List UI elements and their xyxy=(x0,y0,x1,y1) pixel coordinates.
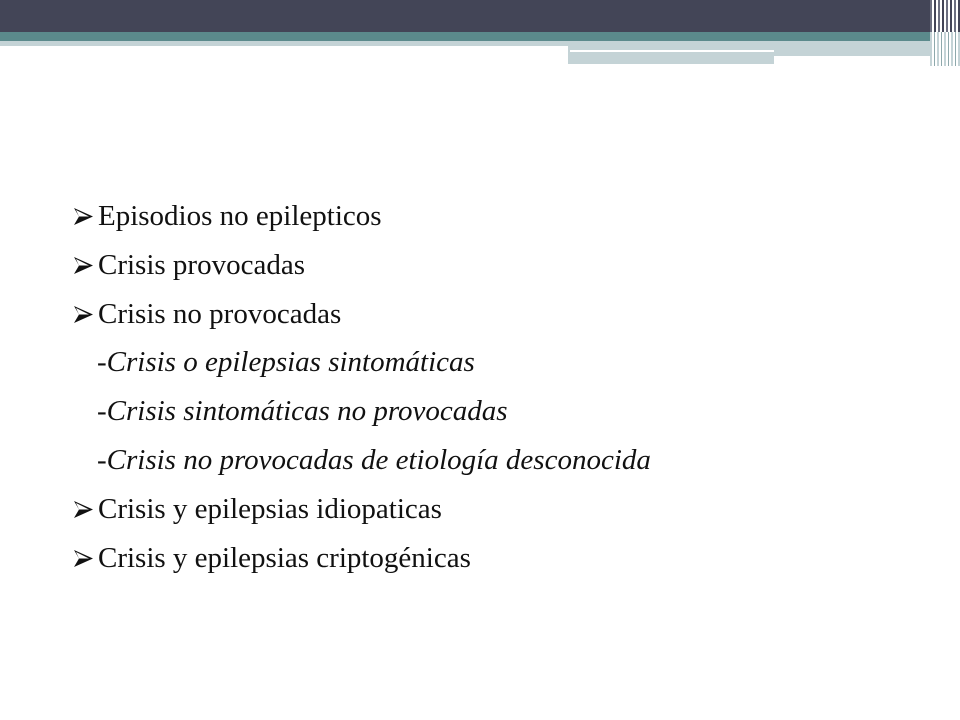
list-item xyxy=(74,241,934,290)
sub-list-item xyxy=(74,436,934,485)
list-item-text: Crisis provocadas xyxy=(98,248,305,281)
sub-list-item-text: -Crisis o epilepsias sintomáticas xyxy=(97,346,475,379)
header-stripes-top xyxy=(930,0,960,32)
list-item-text: Crisis y epilepsias criptogénicas xyxy=(98,541,471,574)
arrowhead-bullet-icon xyxy=(74,257,93,274)
list-item-text: Crisis y epilepsias idiopaticas xyxy=(98,492,442,525)
header-band xyxy=(0,0,960,32)
bullet-list xyxy=(74,192,934,582)
sub-list-item xyxy=(74,338,934,387)
arrowhead-bullet-icon xyxy=(74,306,93,323)
list-item-text: Episodios no epilepticos xyxy=(98,200,382,232)
header-accent-line xyxy=(0,32,930,41)
sub-list-item-text: -Crisis sintomáticas no provocadas xyxy=(97,395,508,428)
sub-list-item xyxy=(74,387,934,436)
arrowhead-bullet-icon xyxy=(74,208,93,225)
list-item xyxy=(74,534,934,583)
arrowhead-bullet-icon xyxy=(74,501,93,518)
arrowhead-bullet-icon xyxy=(74,550,93,567)
header-light-block xyxy=(568,46,774,64)
header-light-block-right xyxy=(774,46,934,56)
list-item-text: Crisis no provocadas xyxy=(98,297,342,330)
sub-list-item-text: -Crisis no provocadas de etiología desconocida xyxy=(97,443,651,476)
list-item xyxy=(74,290,934,339)
list-item xyxy=(74,192,934,241)
list-item xyxy=(74,485,934,534)
